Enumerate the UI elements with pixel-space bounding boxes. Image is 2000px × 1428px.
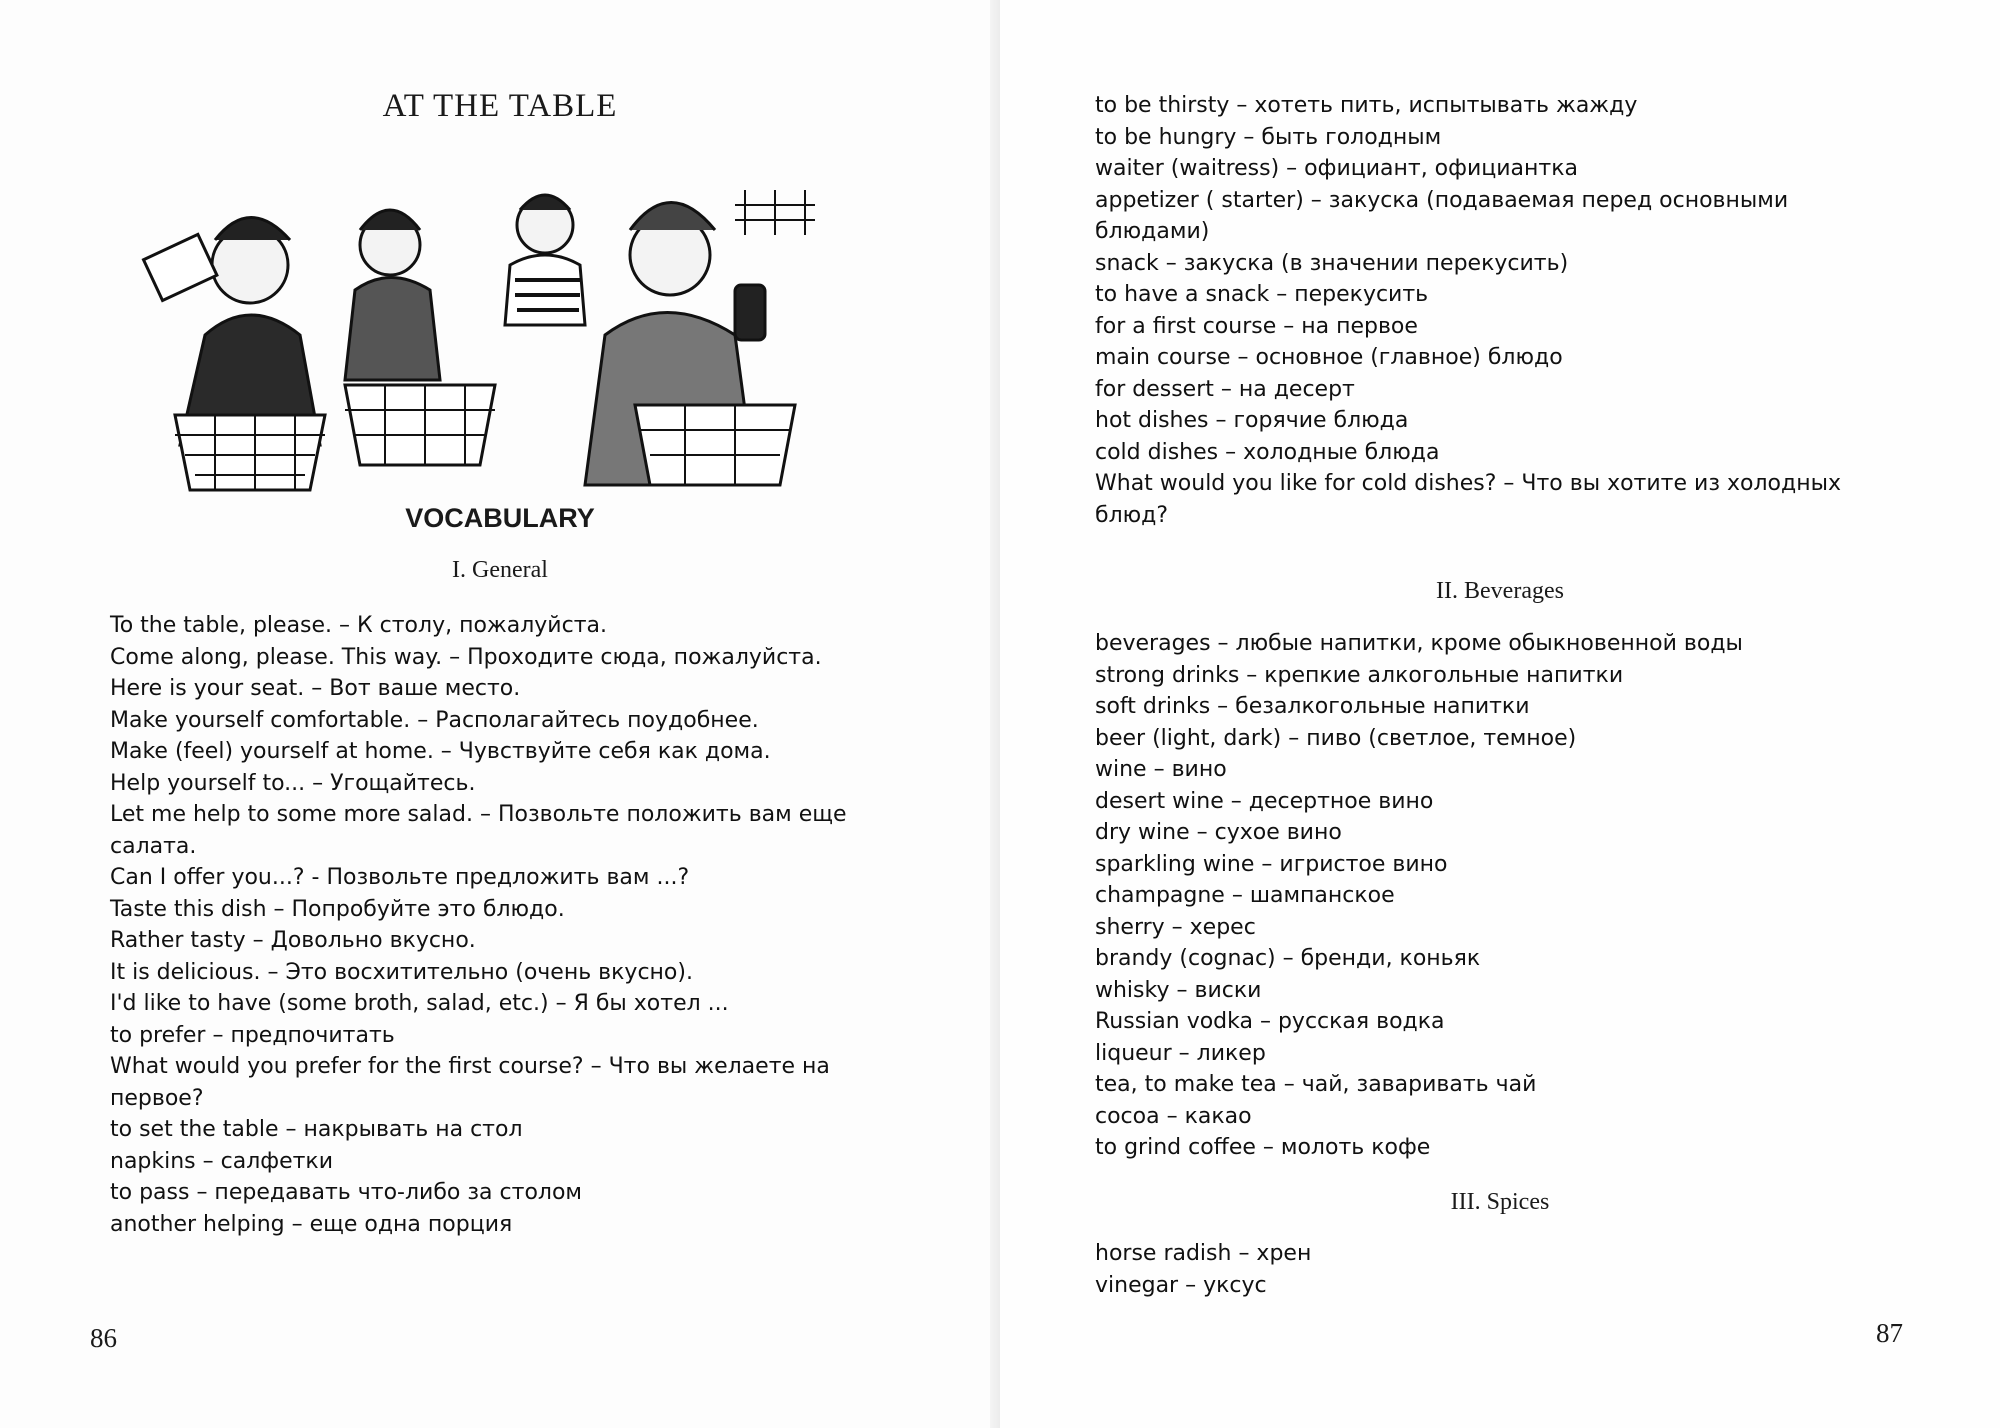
vocab-entry: beverages – любые напитки, кроме обыкновенной воды bbox=[1095, 631, 1743, 656]
vocab-entry: wine – вино bbox=[1095, 757, 1227, 782]
vocab-entry: main course – основное (главное) блюдо bbox=[1095, 345, 1563, 370]
vocab-entry: Russian vodka – русская водка bbox=[1095, 1009, 1445, 1034]
vocab-entry: tea, to make tea – чай, заваривать чай bbox=[1095, 1072, 1537, 1097]
vocab-entry: It is delicious. – Это восхитительно (очень вкусно). bbox=[110, 959, 693, 985]
vocab-entry: Taste this dish – Попробуйте это блюдо. bbox=[110, 896, 565, 922]
vocab-entry: sparkling wine – игристое вино bbox=[1095, 851, 1448, 877]
vocab-entry: to be thirsty – хотеть пить, испытывать жажду bbox=[1095, 93, 1638, 118]
section-title-spices: III. Spices bbox=[1450, 1189, 1550, 1215]
vocab-entry: to set the table – накрывать на стол bbox=[110, 1117, 523, 1142]
beverages-vocabulary-list bbox=[1095, 628, 1895, 1164]
spices-vocabulary-list bbox=[1095, 1238, 1895, 1301]
vocab-entry: Can I offer you...? - Позвольте предложить вам ...? bbox=[110, 865, 690, 890]
vocab-entry: cocoa – какао bbox=[1095, 1103, 1252, 1129]
vocab-entry: to prefer – предпочитать bbox=[110, 1022, 395, 1048]
vocab-entry: What would you like for cold dishes? – Что вы хотите из холодных блюд? bbox=[1095, 471, 1841, 528]
general-vocabulary-list-continued bbox=[1095, 90, 1895, 531]
vocab-entry: napkins – салфетки bbox=[110, 1148, 334, 1174]
vocab-entry: Let me help to some more salad. – Позвольте положить вам еще салата. bbox=[110, 802, 847, 859]
vocab-entry: Rather tasty – Довольно вкусно. bbox=[110, 928, 476, 953]
vocab-entry: to have a snack – перекусить bbox=[1095, 282, 1429, 307]
vocab-entry: Come along, please. This way. – Проходите сюда, пожалуйста. bbox=[110, 644, 822, 670]
vocab-entry: Help yourself to... – Угощайтесь. bbox=[110, 770, 476, 796]
general-vocabulary-list bbox=[110, 610, 930, 1240]
vocab-entry: waiter (waitress) – официант, официантка bbox=[1095, 156, 1578, 181]
vocabulary-heading: VOCABULARY bbox=[405, 503, 595, 533]
vocab-entry: beer (light, dark) – пиво (светлое, темное) bbox=[1095, 725, 1577, 751]
page-title: AT THE TABLE bbox=[382, 88, 618, 124]
vocab-entry: whisky – виски bbox=[1095, 977, 1262, 1003]
vocab-entry: To the table, please. – К столу, пожалуйста. bbox=[110, 613, 607, 638]
right-page bbox=[1000, 0, 2000, 1428]
vocab-entry: Here is your seat. – Вот ваше место. bbox=[110, 676, 521, 701]
vocab-entry: Make (feel) yourself at home. – Чувствуйте себя как дома. bbox=[110, 739, 771, 764]
vocab-entry: to pass – передавать что-либо за столом bbox=[110, 1180, 583, 1205]
vocab-entry: vinegar – уксус bbox=[1095, 1272, 1267, 1298]
vocab-entry: to be hungry – быть голодным bbox=[1095, 124, 1442, 150]
vocab-entry: strong drinks – крепкие алкогольные напитки bbox=[1095, 662, 1624, 688]
vocab-entry: desert wine – десертное вино bbox=[1095, 788, 1434, 814]
vocab-entry: soft drinks – безалкогольные напитки bbox=[1095, 694, 1530, 719]
page-number-left: 86 bbox=[90, 1323, 117, 1353]
vocab-entry: to grind coffee – молоть кофе bbox=[1095, 1135, 1431, 1160]
vocab-entry: dry wine – сухое вино bbox=[1095, 820, 1342, 845]
vocab-entry: sherry – херес bbox=[1095, 914, 1256, 940]
vocab-entry: for dessert – на десерт bbox=[1095, 376, 1355, 402]
vocab-entry: appetizer ( starter) – закуска (подаваемая перед основными блюдами) bbox=[1095, 187, 1789, 244]
page-number-right: 87 bbox=[1876, 1318, 1903, 1348]
section-title-general: I. General bbox=[452, 557, 548, 583]
section-title-beverages: II. Beverages bbox=[1436, 578, 1564, 604]
vocab-entry: snack – закуска (в значении перекусить) bbox=[1095, 250, 1569, 276]
vocab-entry: What would you prefer for the first course? – Что вы желаете на первое? bbox=[110, 1054, 830, 1111]
vocab-entry: cold dishes – холодные блюда bbox=[1095, 439, 1440, 465]
shopping-cartoon-illustration bbox=[135, 185, 830, 495]
vocab-entry: liqueur – ликер bbox=[1095, 1040, 1266, 1066]
vocab-entry: champagne – шампанское bbox=[1095, 883, 1395, 908]
vocab-entry: Make yourself comfortable. – Располагайтесь поудобнее. bbox=[110, 707, 759, 733]
vocab-entry: horse radish – хрен bbox=[1095, 1241, 1312, 1266]
vocab-entry: hot dishes – горячие блюда bbox=[1095, 408, 1409, 433]
vocab-entry: brandy (cognac) – бренди, коньяк bbox=[1095, 946, 1481, 971]
vocab-entry: I'd like to have (some broth, salad, etc.) – Я бы хотел ... bbox=[110, 991, 729, 1016]
vocab-entry: for a first course – на первое bbox=[1095, 313, 1418, 339]
vocab-entry: another helping – еще одна порция bbox=[110, 1211, 513, 1237]
